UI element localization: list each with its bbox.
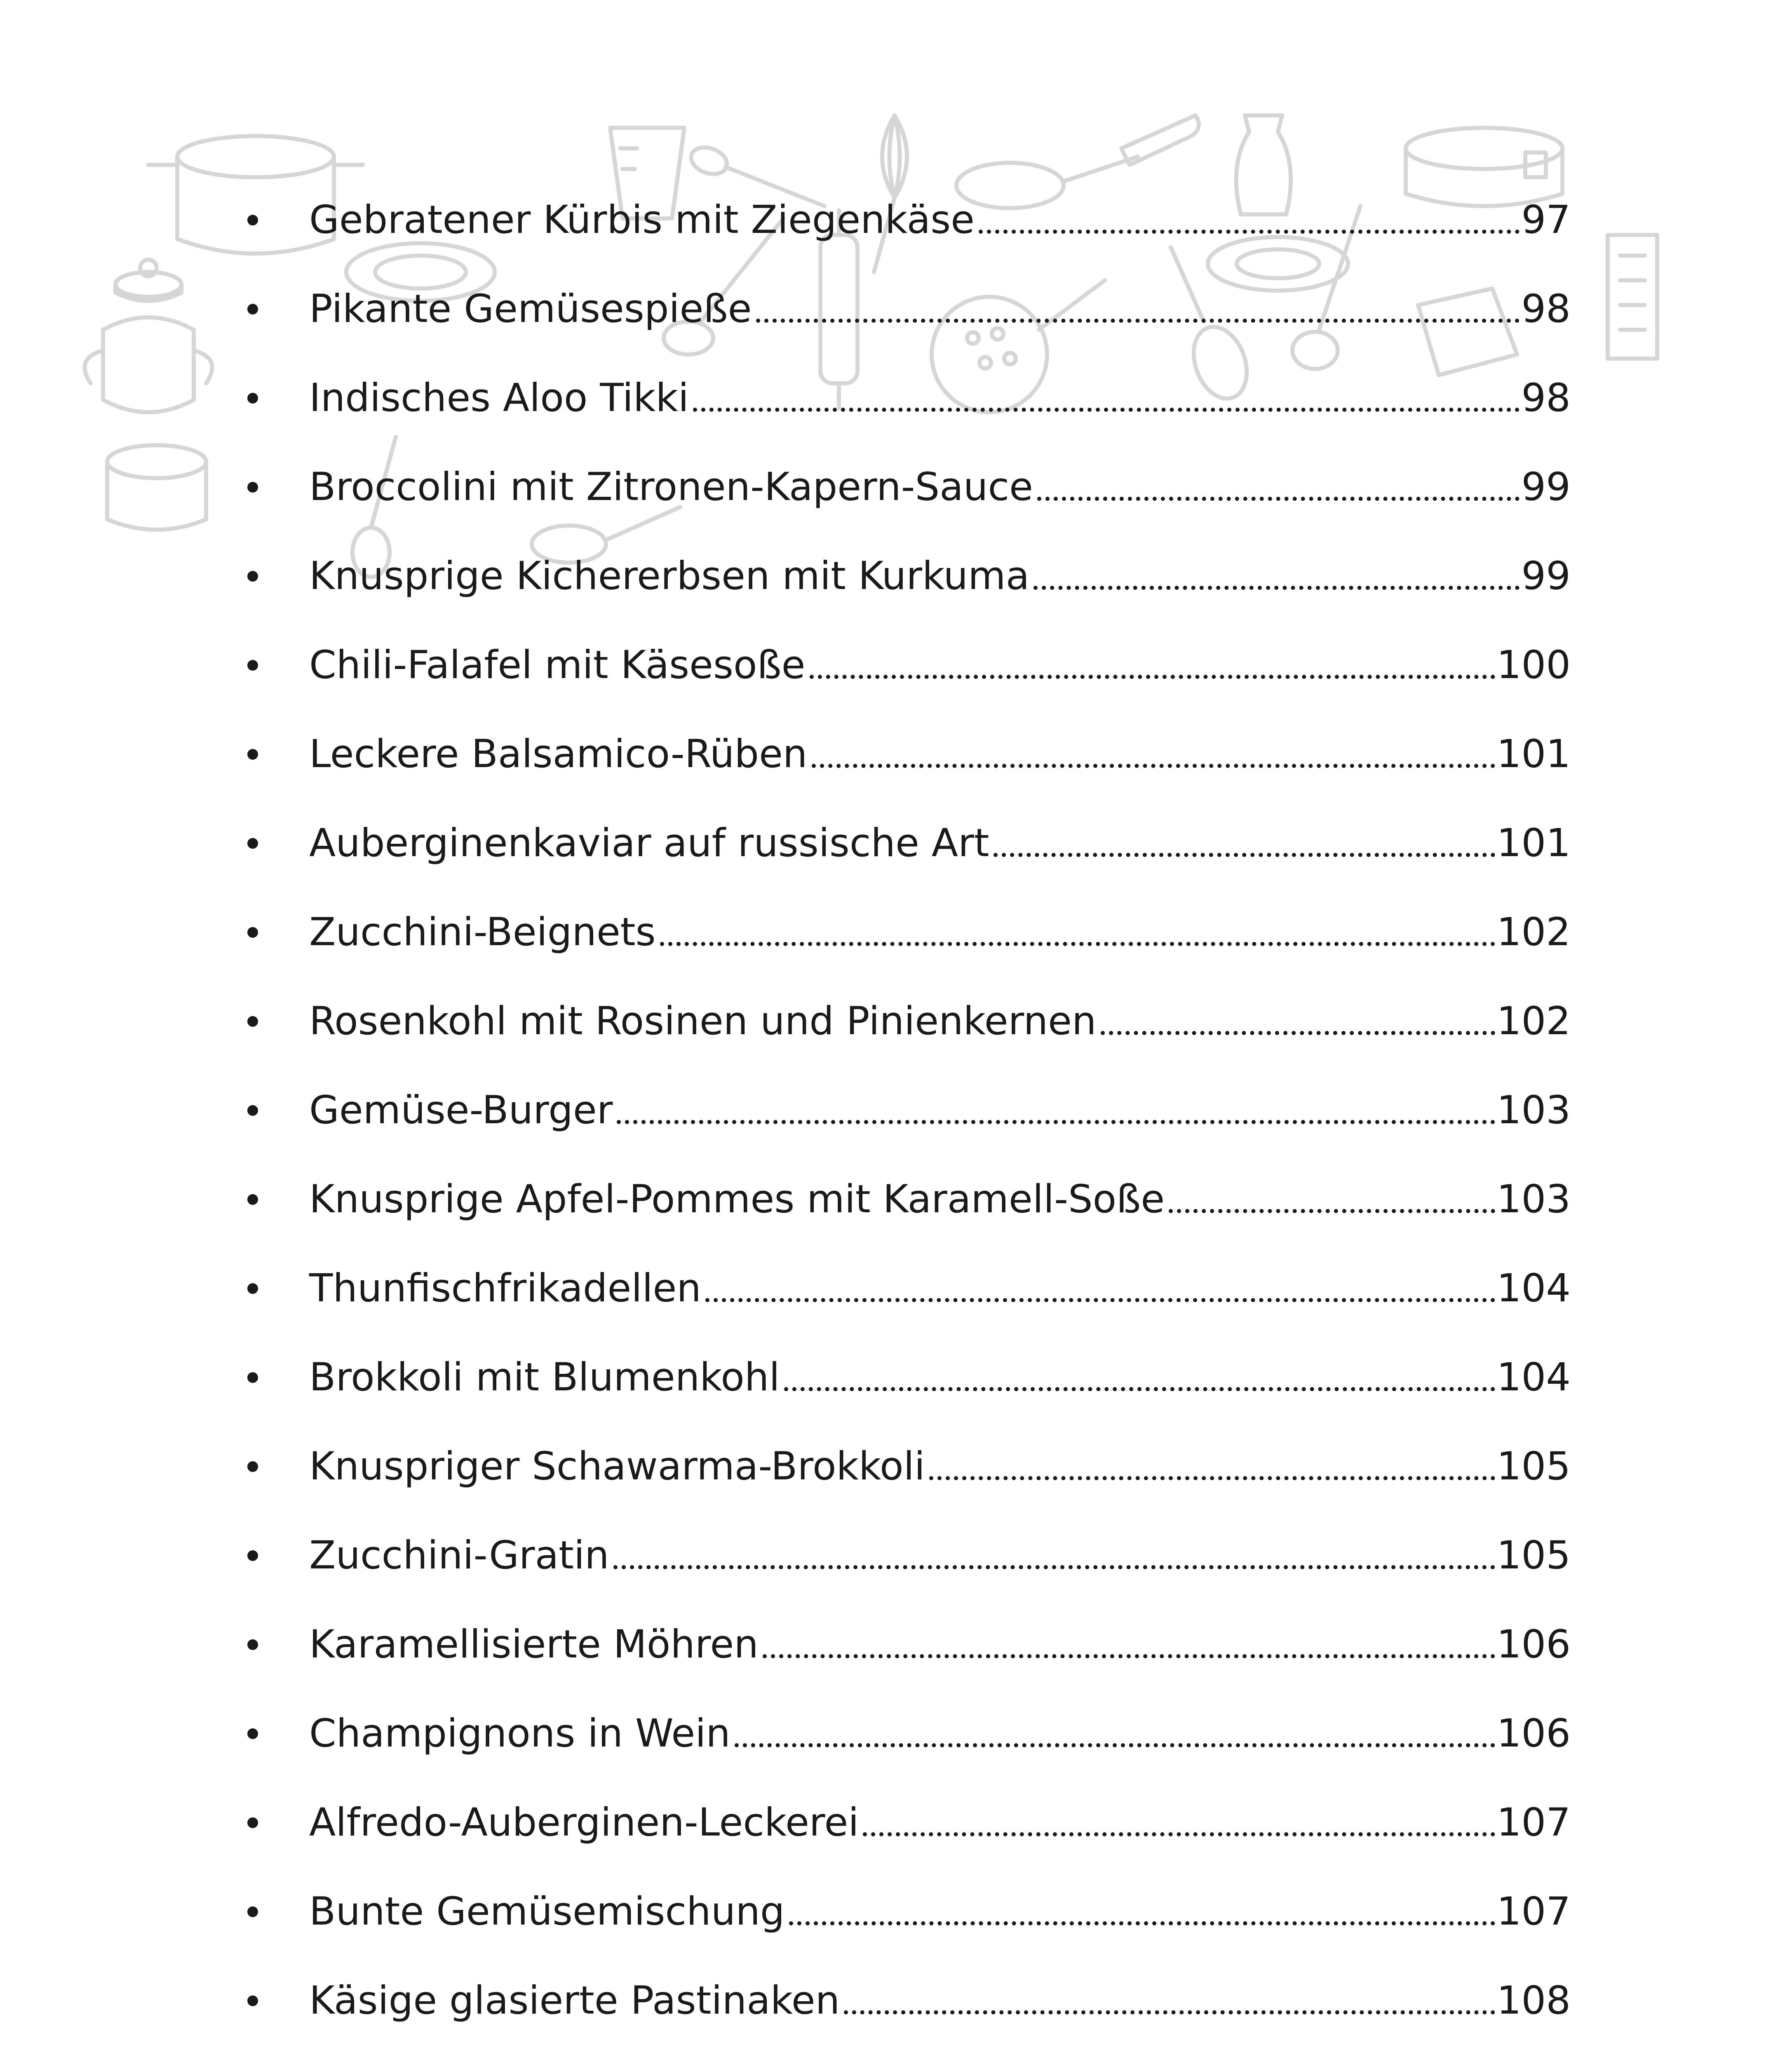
- bullet-icon: [247, 304, 258, 315]
- toc-entry-page-number: 107: [1496, 1889, 1571, 1934]
- toc-entry-title: Gebratener Kürbis mit Ziegenkäse: [309, 197, 975, 242]
- toc-entry-line: [309, 621, 1571, 710]
- dot-leader: [979, 230, 1520, 234]
- toc-entry-page-number: 101: [1496, 821, 1571, 866]
- toc-entry-line: [309, 1867, 1571, 1956]
- toc-entry-title: Auberginenkaviar auf russische Art: [309, 821, 989, 866]
- toc-entry-line: [309, 532, 1571, 621]
- toc-entry-line: [309, 1422, 1571, 1511]
- dot-leader: [812, 764, 1495, 768]
- toc-entry[interactable]: [247, 1511, 1571, 1600]
- knife-icon: [1121, 115, 1199, 165]
- toc-entry-line: [309, 888, 1571, 977]
- bullet-icon: [247, 1283, 258, 1294]
- dot-leader: [660, 942, 1495, 946]
- toc-entry-title: Leckere Balsamico-Rüben: [309, 732, 808, 777]
- toc-entry[interactable]: [247, 888, 1571, 977]
- toc-entry-page-number: 105: [1496, 1533, 1571, 1578]
- toc-entry-line: [309, 265, 1571, 354]
- dot-leader: [1101, 1031, 1495, 1035]
- toc-entry-page-number: 103: [1496, 1088, 1571, 1133]
- bullet-icon: [247, 1194, 258, 1205]
- toc-entry-title: Gemüse-Burger: [309, 1088, 613, 1133]
- toc-entry-line: [309, 176, 1571, 265]
- toc-entry-title: Knuspriger Schawarma-Brokkoli: [309, 1444, 925, 1489]
- dot-leader: [613, 1565, 1495, 1569]
- toc-entry-page-number: 104: [1496, 1266, 1571, 1311]
- toc-entry-page-number: 106: [1496, 1711, 1571, 1756]
- dot-leader: [735, 1743, 1495, 1747]
- toc-entry-page-number: 97: [1521, 197, 1571, 242]
- toc-entry[interactable]: [247, 532, 1571, 621]
- toc-entry-line: [309, 1778, 1571, 1867]
- dot-leader: [789, 1921, 1495, 1925]
- dot-leader: [1169, 1209, 1495, 1213]
- toc-entry[interactable]: [247, 1244, 1571, 1333]
- toc-entry[interactable]: [247, 176, 1571, 265]
- bullet-icon: [247, 1639, 258, 1650]
- toc-entry-title: Knusprige Kichererbsen mit Kurkuma: [309, 554, 1030, 599]
- dot-leader: [993, 853, 1495, 857]
- toc-entry-title: Broccolini mit Zitronen-Kapern-Sauce: [309, 465, 1033, 509]
- bullet-icon: [247, 215, 258, 225]
- dot-leader: [693, 408, 1520, 412]
- toc-entry-title: Rosenkohl mit Rosinen und Pinienkernen: [309, 999, 1097, 1044]
- bullet-icon: [247, 1995, 258, 2006]
- toc-entry[interactable]: [247, 1600, 1571, 1689]
- sugar-bowl-icon: [85, 260, 212, 412]
- toc-entry-line: [309, 2045, 1571, 2061]
- bullet-icon: [247, 1461, 258, 1472]
- toc-entry[interactable]: [247, 1333, 1571, 1422]
- toc-entry-page-number: 102: [1496, 999, 1571, 1044]
- bullet-icon: [247, 1016, 258, 1027]
- bullet-icon: [247, 1372, 258, 1383]
- toc-entry-title: Pikante Gemüsespieße: [309, 286, 752, 331]
- dot-leader: [1033, 586, 1520, 590]
- bullet-icon: [247, 749, 258, 760]
- dot-leader: [784, 1387, 1495, 1391]
- toc-entry-line: [309, 1689, 1571, 1778]
- toc-entry[interactable]: [247, 354, 1571, 443]
- toc-entry-line: [309, 1956, 1571, 2045]
- bullet-icon: [247, 838, 258, 849]
- toc-entry-page-number: 105: [1496, 1444, 1571, 1489]
- toc-entry-title: Knusprige Apfel-Pommes mit Karamell-Soße: [309, 1177, 1165, 1222]
- toc-entry-title: Brokkoli mit Blumenkohl: [309, 1355, 780, 1400]
- toc-entry-title: Zucchini-Beignets: [309, 910, 656, 955]
- toc-entry[interactable]: [247, 1422, 1571, 1511]
- toc-entry-line: [309, 1244, 1571, 1333]
- toc-entry[interactable]: [247, 2045, 1571, 2061]
- toc-entry-title: Champignons in Wein: [309, 1711, 730, 1756]
- dot-leader: [929, 1476, 1495, 1480]
- toc-entry-title: Alfredo-Auberginen-Leckerei: [309, 1800, 859, 1845]
- toc-entry[interactable]: [247, 710, 1571, 799]
- bullet-icon: [247, 393, 258, 404]
- toc-entry-page-number: 99: [1521, 465, 1571, 509]
- toc-entry[interactable]: [247, 1155, 1571, 1244]
- toc-entry-line: [309, 1066, 1571, 1155]
- toc-entry-line: [309, 1600, 1571, 1689]
- bullet-icon: [247, 571, 258, 582]
- toc-entry[interactable]: [247, 977, 1571, 1066]
- toc-entry-line: [309, 799, 1571, 888]
- bullet-icon: [247, 1105, 258, 1116]
- cooking-pot-icon: [107, 445, 206, 530]
- toc-entry[interactable]: [247, 1778, 1571, 1867]
- bullet-icon: [247, 1550, 258, 1561]
- toc-entry[interactable]: [247, 1066, 1571, 1155]
- toc-entry[interactable]: [247, 799, 1571, 888]
- toc-entry-line: [309, 1511, 1571, 1600]
- dot-leader: [617, 1120, 1495, 1124]
- toc-entry-page-number: 98: [1521, 376, 1571, 420]
- toc-entry-line: [309, 1155, 1571, 1244]
- dot-leader: [763, 1654, 1495, 1658]
- bullet-icon: [247, 927, 258, 938]
- toc-entry-line: [309, 710, 1571, 799]
- toc-entry-page-number: 103: [1496, 1177, 1571, 1222]
- bullet-icon: [247, 482, 258, 493]
- toc-entry-title: Indisches Aloo Tikki: [309, 376, 689, 420]
- bullet-icon: [247, 660, 258, 671]
- toc-entry-title: Chili-Falafel mit Käsesoße: [309, 643, 806, 688]
- table-of-contents: [247, 176, 1571, 2061]
- bullet-icon: [247, 1817, 258, 1828]
- grater-icon: [1608, 235, 1657, 359]
- toc-entry-page-number: 104: [1496, 1355, 1571, 1400]
- toc-entry-page-number: 107: [1496, 1800, 1571, 1845]
- dot-leader: [810, 675, 1495, 679]
- toc-entry-line: [309, 443, 1571, 532]
- toc-entry-title: Bunte Gemüsemischung: [309, 1889, 785, 1934]
- toc-entry[interactable]: [247, 443, 1571, 532]
- toc-entry-page-number: 100: [1496, 643, 1571, 688]
- bullet-icon: [247, 1906, 258, 1917]
- toc-entry-title: Zucchini-Gratin: [309, 1533, 609, 1578]
- toc-entry-title: Thunfischfrikadellen: [309, 1266, 701, 1311]
- toc-entry-page-number: 106: [1496, 1622, 1571, 1667]
- toc-entry-line: [309, 977, 1571, 1066]
- bullet-icon: [247, 1728, 258, 1739]
- toc-entry-line: [309, 1333, 1571, 1422]
- toc-entry[interactable]: [247, 1689, 1571, 1778]
- dot-leader: [756, 319, 1520, 323]
- toc-entry[interactable]: [247, 1867, 1571, 1956]
- dot-leader: [705, 1298, 1495, 1302]
- dot-leader: [844, 2010, 1495, 2014]
- toc-entry[interactable]: [247, 1956, 1571, 2045]
- toc-entry-line: [309, 354, 1571, 443]
- toc-entry-page-number: 108: [1496, 1978, 1571, 2023]
- toc-entry-page-number: 99: [1521, 554, 1571, 599]
- dot-leader: [1037, 497, 1520, 501]
- toc-entry-page-number: 98: [1521, 286, 1571, 331]
- toc-entry-title: Käsige glasierte Pastinaken: [309, 1978, 840, 2023]
- toc-entry[interactable]: [247, 621, 1571, 710]
- dot-leader: [863, 1832, 1495, 1836]
- toc-entry-page-number: 101: [1496, 732, 1571, 777]
- toc-entry[interactable]: [247, 265, 1571, 354]
- toc-entry-page-number: 102: [1496, 910, 1571, 955]
- toc-entry-title: Karamellisierte Möhren: [309, 1622, 759, 1667]
